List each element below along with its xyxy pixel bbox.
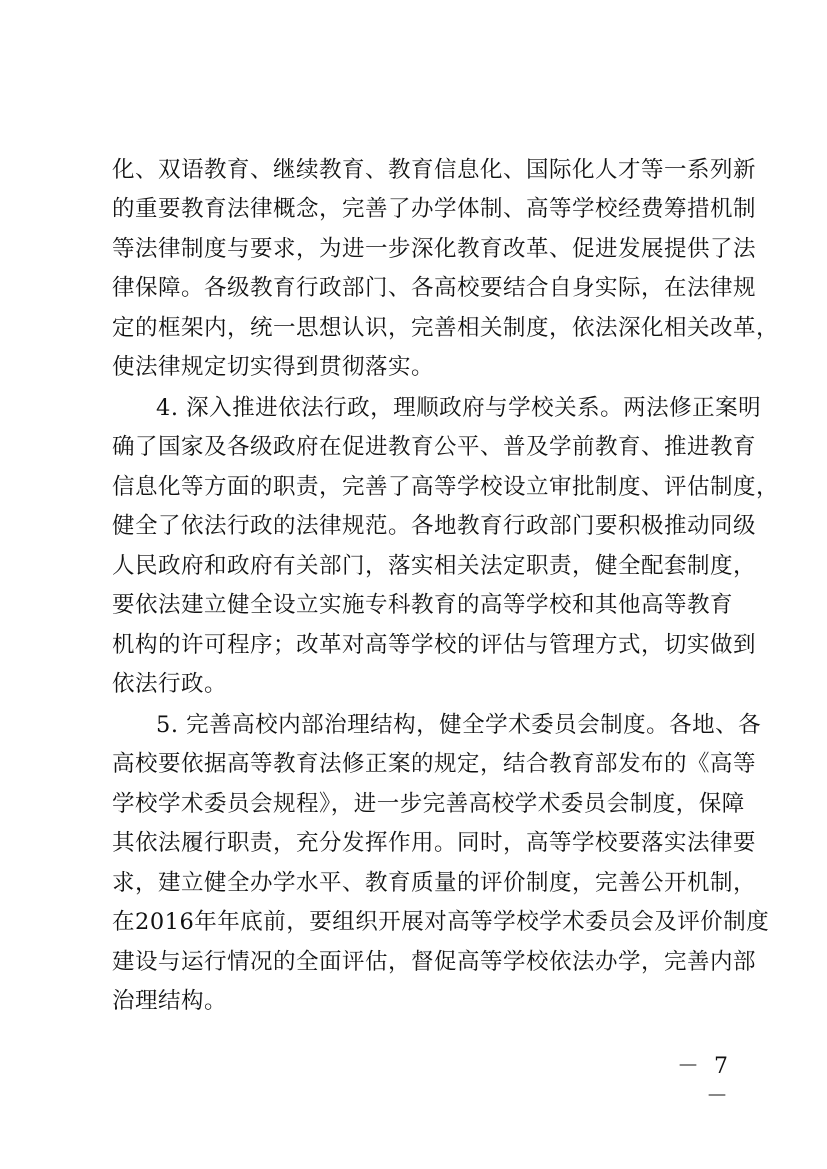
body-text-line: 的重要教育法律概念，完善了办学体制、高等学校经费筹措机制 (112, 196, 757, 222)
body-text-line: 高校要依据高等教育法修正案的规定，结合教育部发布的《高等 (112, 751, 757, 777)
body-text-line: 信息化等方面的职责，完善了高等学校设立审批制度、评估制度， (112, 474, 780, 500)
section-5-heading-line: 5. 完善高校内部治理结构，健全学术委员会制度。各地、各 (156, 712, 762, 738)
body-text-line: 要依法建立健全设立实施专科教育的高等学校和其他高等教育 (112, 592, 734, 618)
body-text-line: 治理结构。 (112, 988, 228, 1014)
body-text-line: 定的框架内，统一思想认识，完善相关制度，依法深化相关改革， (112, 315, 780, 341)
page-number: － 7 － (677, 1054, 732, 1109)
body-text-line: 使法律规定切实得到贯彻落实。 (112, 354, 435, 380)
body-text-line: 化、双语教育、继续教育、教育信息化、国际化人才等一系列新 (112, 157, 757, 183)
body-text-line: 学校学术委员会规程》，进一步完善高校学术委员会制度，保障 (112, 791, 745, 817)
body-text-line: 求，建立健全办学水平、教育质量的评价制度，完善公开机制， (112, 870, 757, 896)
body-text-line: 在2016年年底前，要组织开展对高等学校学术委员会及评价制度 (112, 909, 770, 935)
body-text-line: 其依法履行职责，充分发挥作用。同时，高等学校要落实法律要 (112, 830, 757, 856)
body-text-line: 确了国家及各级政府在促进教育公平、普及学前教育、推进教育 (112, 434, 757, 460)
body-text-line: 建设与运行情况的全面评估，督促高等学校依法办学，完善内部 (112, 949, 757, 975)
section-4-heading-line: 4. 深入推进依法行政，理顺政府与学校关系。两法修正案明 (156, 395, 762, 421)
body-text-line: 律保障。各级教育行政部门、各高校要结合自身实际，在法律规 (112, 275, 757, 301)
body-text-line: 等法律制度与要求，为进一步深化教育改革、促进发展提供了法 (112, 236, 757, 262)
body-text-line: 健全了依法行政的法律规范。各地教育行政部门要积极推动同级 (112, 513, 757, 539)
body-text-line: 人民政府和政府有关部门，落实相关法定职责，健全配套制度， (112, 553, 757, 579)
body-text-line: 依法行政。 (112, 671, 228, 697)
body-text-line: 机构的许可程序；改革对高等学校的评估与管理方式，切实做到 (112, 632, 757, 658)
